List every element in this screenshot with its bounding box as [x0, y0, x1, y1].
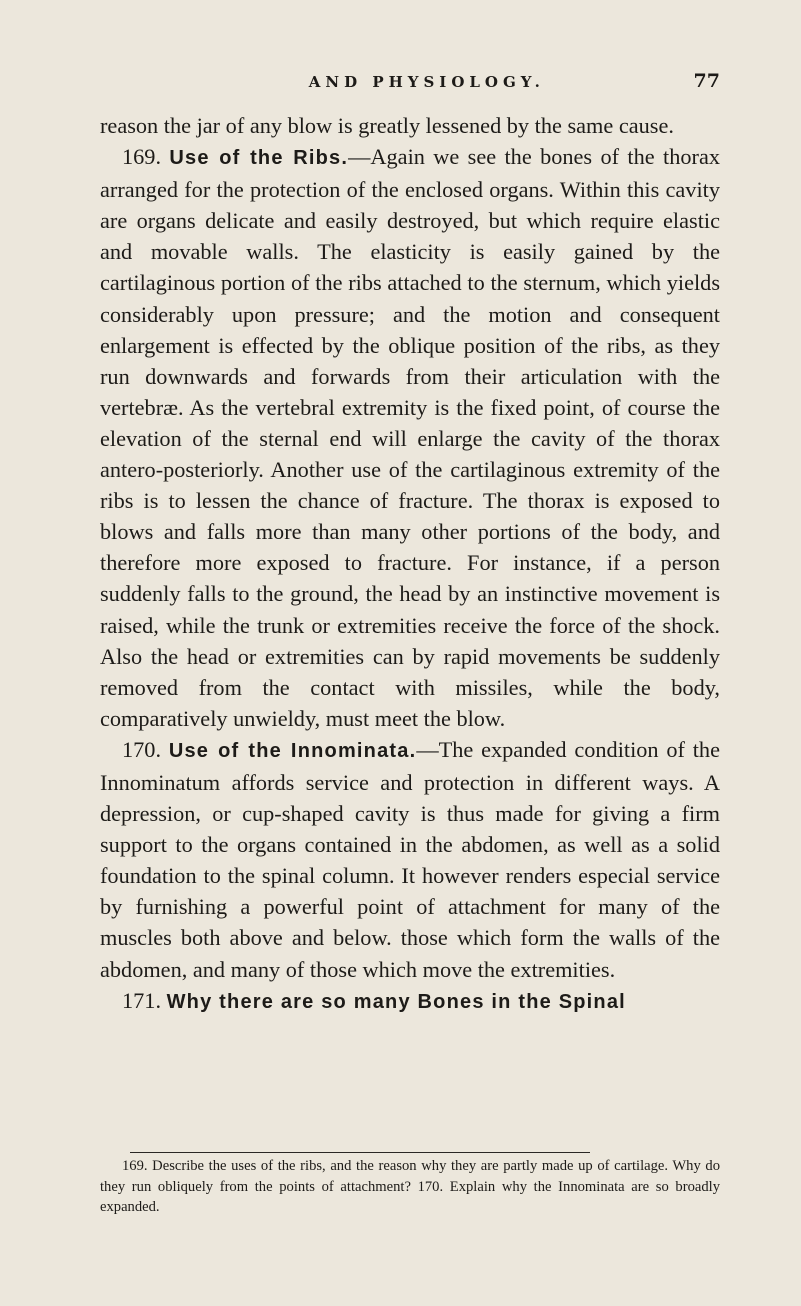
section-text-170: —The expanded condition of the Innominatum affords service and protection in different ways. A depression, or cup-shaped cavity is thus made for giving a firm support to the organs contained in the abdomen, as well as a solid foundation to the spinal column. It however renders especial service by furnishing a powerful point of attachment for many of the muscles both above and below. those which form the walls of the abdomen, and many of those which move the extremities.	[100, 736, 720, 982]
section-heading-170: Use of the Innominata.	[168, 739, 417, 762]
section-heading-171: Why there are so many Bones in the Spinal	[166, 990, 626, 1013]
section-heading-169: Use of the Ribs.	[169, 147, 349, 170]
paragraph-continuation: reason the jar of any blow is greatly lessened by the same cause.	[100, 113, 674, 138]
body-text	[100, 110, 720, 1018]
page-number: 77	[693, 70, 720, 92]
section-text-169: —Again we see the bones of the thorax arranged for the protection of the enclosed organs. Within this cavity are organs delicate and easily destroyed, but which require elastic and movable walls. The elasticity is easily gained by the cartilaginous portion of the ribs attached to the sternum, which yields considerably upon pressure; and the motion and consequent enlargement is effected by the oblique position of the ribs, as they run downwards and forwards from their articulation with the vertebræ. As the vertebral extremity is the fixed point, of course the elevation of the sternal end will enlarge the cavity of the thorax antero-posteriorly. Another use of the cartilaginous extremity of the ribs is to lessen the chance of fracture. The thorax is exposed to blows and falls more than many other portions of the body, and therefore more exposed to fracture. For instance, if a person suddenly falls to the ground, the head by an instinctive movement is raised, while the trunk or extremities receive the force of the shock. Also the head or extremities can by rapid movements be suddenly removed from the contact with missiles, while the body, comparatively unwieldy, must meet the blow.	[100, 144, 720, 731]
footnote: 169. Describe the uses of the ribs, and the reason why they are partly made up of cartilage. Why do they run obliquely from the points of attachment? 170. Explain why the Innominata are so broadly expanded.	[100, 1158, 720, 1215]
footnote-divider	[130, 1152, 590, 1153]
section-number-169: 169.	[122, 144, 162, 170]
paragraph-170	[100, 734, 720, 985]
section-number-170: 170.	[122, 736, 162, 762]
page-header	[100, 70, 720, 92]
paragraph-169	[100, 141, 720, 734]
paragraph-171	[100, 985, 720, 1018]
section-number-171: 171.	[122, 987, 162, 1013]
running-head: AND PHYSIOLOGY.	[308, 73, 545, 91]
